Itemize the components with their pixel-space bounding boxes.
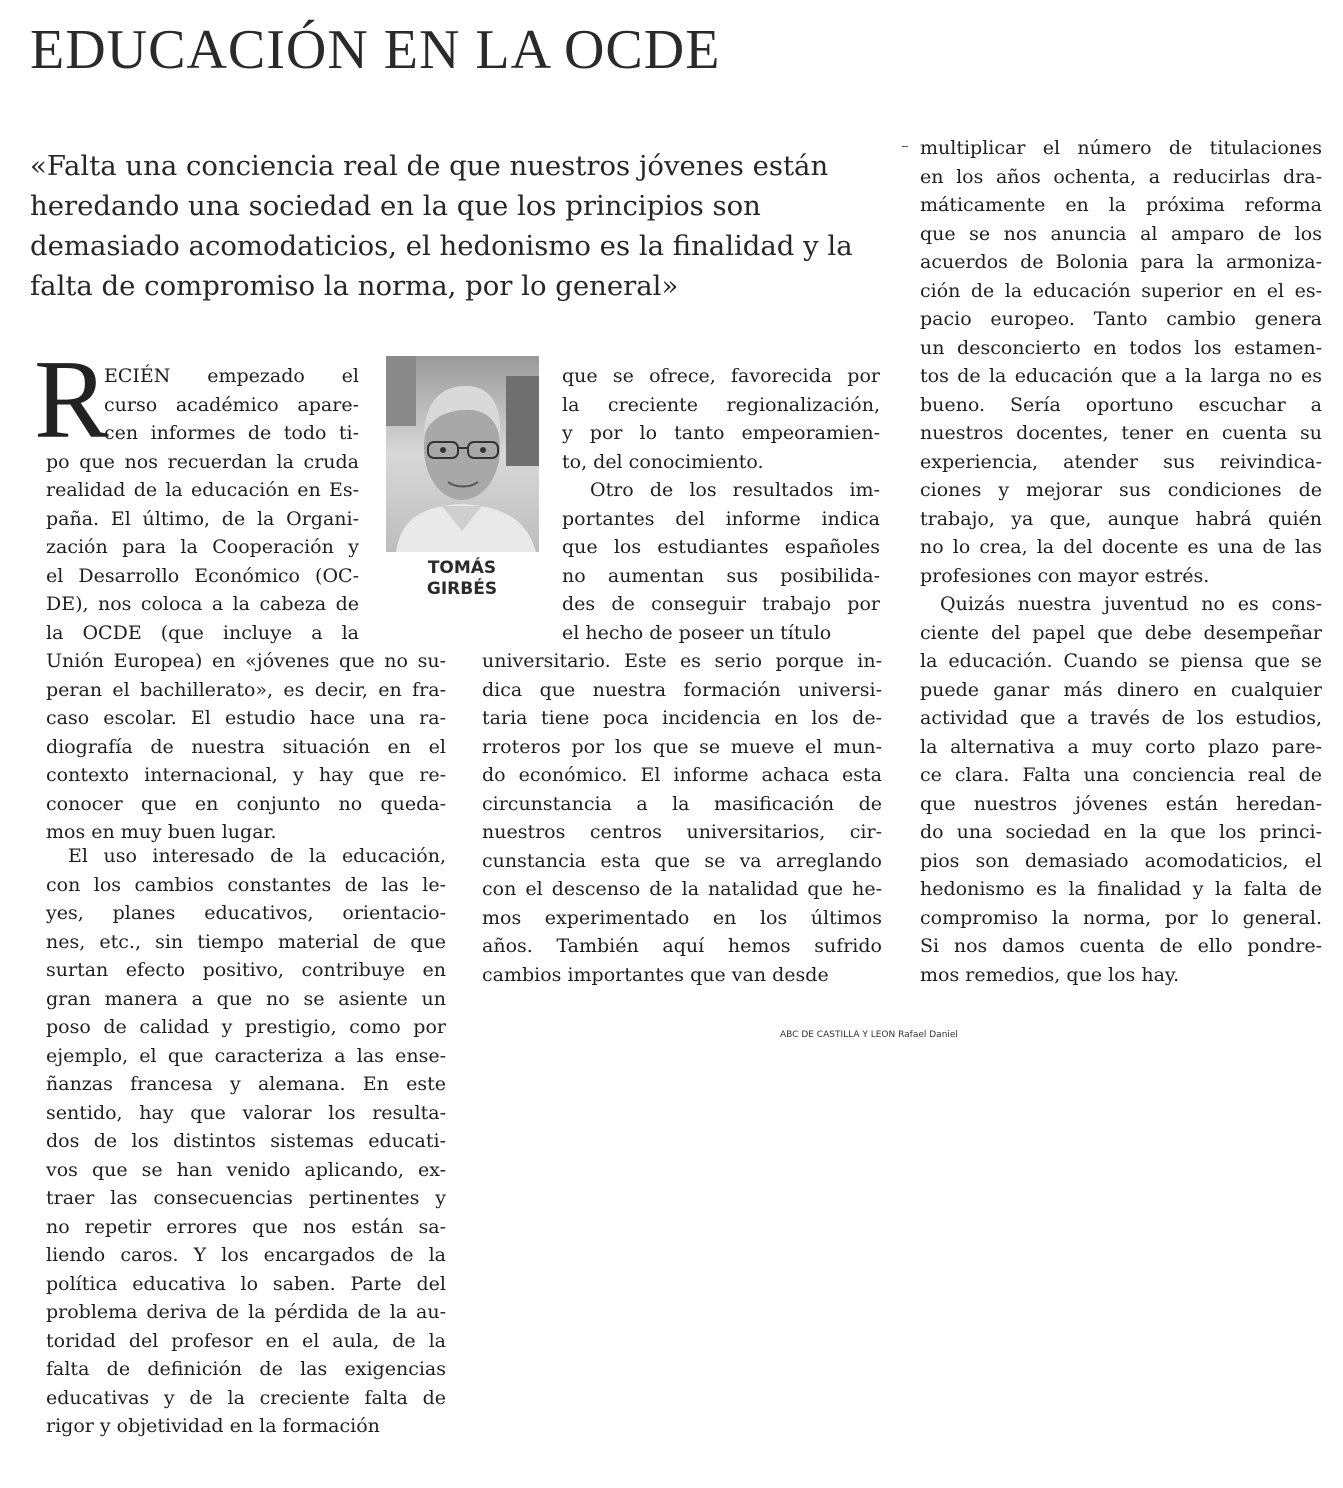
- text-line: des de conseguir trabajo por: [562, 593, 880, 615]
- author-last-name: GIRBÉS: [426, 579, 498, 599]
- headline: EDUCACIÓN EN LA OCDE: [30, 19, 721, 81]
- text-line: experiencia, atender sus reivindica-: [920, 450, 1322, 473]
- text-line: multiplicar el número de titulaciones: [920, 137, 1322, 159]
- text-line: contexto internacional, y hay que re-: [46, 764, 446, 786]
- text-line: taria tiene poca incidencia en los de-: [482, 707, 882, 729]
- text-line: mos experimentado en los últimos: [482, 906, 882, 929]
- text-line: Quizás nuestra juventud no es cons-: [940, 593, 1322, 615]
- text-line: años. También aquí hemos sufrido: [482, 935, 882, 957]
- text-line: la educación. Cuando se piensa que se: [920, 650, 1322, 672]
- text-line: curso académico apare-: [104, 393, 359, 416]
- text-line: sentido, hay que valorar los resulta-: [46, 1101, 446, 1124]
- text-line: surtan efecto positivo, contribuye en: [46, 959, 446, 981]
- text-line: universitario. Este es serio porque in-: [482, 650, 882, 672]
- text-line: no lo crea, la del docente es una de las: [920, 536, 1322, 558]
- text-line: nuestros docentes, tener en cuenta su: [920, 422, 1322, 444]
- text-line: que se nos anuncia al amparo de los: [920, 222, 1322, 245]
- column-3-body: [920, 134, 1322, 989]
- text-line: que se ofrece, favorecida por: [562, 365, 880, 387]
- text-line: un desconcierto en todos los estamen-: [920, 336, 1322, 359]
- text-line: Otro de los resultados im-: [590, 479, 880, 501]
- text-line: toridad del profesor en el aula, de la: [46, 1329, 446, 1352]
- text-line: po que nos recuerdan la cruda: [46, 450, 359, 473]
- column-1-body: [46, 842, 446, 1441]
- text-line: la creciente regionalización,: [562, 393, 880, 416]
- text-line: que nuestros jóvenes están heredan-: [920, 792, 1322, 815]
- text-line: vos que se han venido aplicando, ex-: [46, 1158, 446, 1181]
- text-line: mos remedios, que los hay.: [920, 963, 1180, 986]
- text-line: pacio europeo. Tanto cambio genera: [920, 308, 1322, 330]
- text-line: caso escolar. El estudio hace una ra-: [46, 707, 446, 729]
- text-line: zación para la Cooperación y: [46, 536, 359, 558]
- text-line: ciente del papel que debe desempeñar: [920, 621, 1322, 644]
- text-line: nuestros centros universitarios, cir-: [482, 821, 882, 843]
- text-line: dos de los distintos sistemas educati-: [46, 1130, 446, 1152]
- text-line: El uso interesado de la educación,: [68, 845, 446, 867]
- text-line: do económico. El informe achaca esta: [482, 764, 882, 786]
- text-line: no aumentan sus posibilida-: [562, 564, 880, 587]
- text-line: política educativa lo saben. Parte del: [46, 1272, 446, 1295]
- text-line: profesiones con mayor estrés.: [920, 564, 1210, 587]
- text-line: educativas y de la creciente falta de: [46, 1386, 446, 1409]
- text-line: liendo caros. Y los encargados de la: [46, 1244, 446, 1266]
- text-line: la OCDE (que incluye a la: [46, 621, 359, 644]
- column-rule-mark: [902, 146, 908, 147]
- text-line: ECIÉN empezado el: [104, 365, 359, 387]
- text-line: portantes del informe indica: [562, 507, 880, 530]
- text-line: traer las consecuencias pertinentes y: [46, 1187, 446, 1209]
- author-first-name: TOMÁS: [427, 558, 497, 578]
- text-line: que los estudiantes españoles: [562, 536, 880, 558]
- text-line: poso de calidad y prestigio, como por: [46, 1016, 446, 1038]
- text-line: y por lo tanto empeoramien-: [562, 422, 880, 444]
- text-line: peran el bachillerato», es decir, en fra-: [46, 678, 446, 701]
- text-line: el hecho de poseer un título: [562, 621, 832, 644]
- text-line: con el descenso de la natalidad que he-: [482, 878, 882, 900]
- text-line: máticamente en la próxima reforma: [920, 194, 1322, 216]
- text-line: falta de definición de las exigencias: [46, 1358, 446, 1380]
- text-line: ciones y mejorar sus condiciones de: [920, 479, 1322, 501]
- text-line: en los años ochenta, a reducirlas dra-: [920, 165, 1322, 188]
- text-line: ñanzas francesa y alemana. En este: [46, 1073, 446, 1095]
- text-line: trabajo, ya que, aunque habrá quién: [920, 507, 1322, 530]
- text-line: dica que nuestra formación universi-: [482, 678, 882, 701]
- text-line: diografía de nuestra situación en el: [46, 735, 446, 758]
- text-line: bueno. Sería oportuno escuchar a: [920, 393, 1322, 416]
- text-line: cunstancia esta que se va arreglando: [482, 849, 882, 872]
- column-2-top: [562, 362, 880, 647]
- text-line: con los cambios constantes de las le-: [46, 873, 446, 896]
- text-line: tos de la educación que a la larga no es: [920, 365, 1322, 387]
- text-line: Unión Europea) en «jóvenes que no su-: [46, 650, 446, 672]
- text-line: la alternativa a muy corto plazo pare-: [920, 735, 1322, 758]
- text-line: hedonismo es la finalidad y la falta de: [920, 878, 1322, 900]
- author-photo: [386, 356, 539, 552]
- text-line: rigor y objetividad en la formación: [46, 1415, 380, 1437]
- source-footer: ABC DE CASTILLA Y LEÓN Rafael Daniel: [780, 1030, 958, 1040]
- text-line: cambios importantes que van desde: [482, 963, 829, 986]
- text-line: ce clara. Falta una conciencia real de: [920, 764, 1322, 786]
- pull-quote: «Falta una conciencia real de que nuestros jóvenes están heredando una sociedad en la que los principios son demasiado acomodaticios, el hedonismo es la finalidad y la falta de compromiso la norma, por lo general»: [30, 150, 853, 302]
- text-line: problema deriva de la pérdida de la au-: [46, 1301, 446, 1323]
- text-line: pios son demasiado acomodaticios, el: [920, 849, 1322, 872]
- text-line: cen informes de todo ti-: [104, 422, 359, 444]
- text-line: do una sociedad en la que los princi-: [920, 821, 1322, 843]
- text-line: yes, planes educativos, orientacio-: [46, 902, 446, 924]
- text-line: paña. El último, de la Organi-: [46, 507, 359, 530]
- text-line: DE), nos coloca a la cabeza de: [46, 593, 359, 615]
- text-line: actividad que a través de los estudios,: [920, 707, 1322, 729]
- text-line: el Desarrollo Económico (OC-: [46, 564, 359, 587]
- text-line: puede ganar más dinero en cualquier: [920, 678, 1322, 701]
- drop-cap: R: [34, 338, 109, 462]
- text-line: ción de la educación superior en el es-: [920, 279, 1322, 302]
- text-line: no repetir errores que nos están sa-: [46, 1215, 446, 1238]
- text-line: nes, etc., sin tiempo material de que: [46, 930, 446, 953]
- text-line: mos en muy buen lugar.: [46, 821, 277, 843]
- text-line: circunstancia a la masificación de: [482, 792, 882, 815]
- text-line: rroteros por los que se mueve el mun-: [482, 735, 882, 758]
- author-portrait-image: [386, 356, 539, 552]
- text-line: conocer que en conjunto no queda-: [46, 792, 446, 815]
- text-line: realidad de la educación en Es-: [46, 479, 359, 501]
- column-2-body: [482, 647, 882, 989]
- text-line: acuerdos de Bolonia para la armoniza-: [920, 251, 1322, 273]
- author-byline: [396, 558, 528, 600]
- text-line: ejemplo, el que caracteriza a las ense-: [46, 1044, 446, 1067]
- text-line: Si nos damos cuenta de ello pondre-: [920, 935, 1322, 957]
- text-line: to, del conocimiento.: [562, 450, 764, 473]
- text-line: gran manera a que no se asiente un: [46, 987, 446, 1010]
- text-line: compromiso la norma, por lo general.: [920, 906, 1322, 929]
